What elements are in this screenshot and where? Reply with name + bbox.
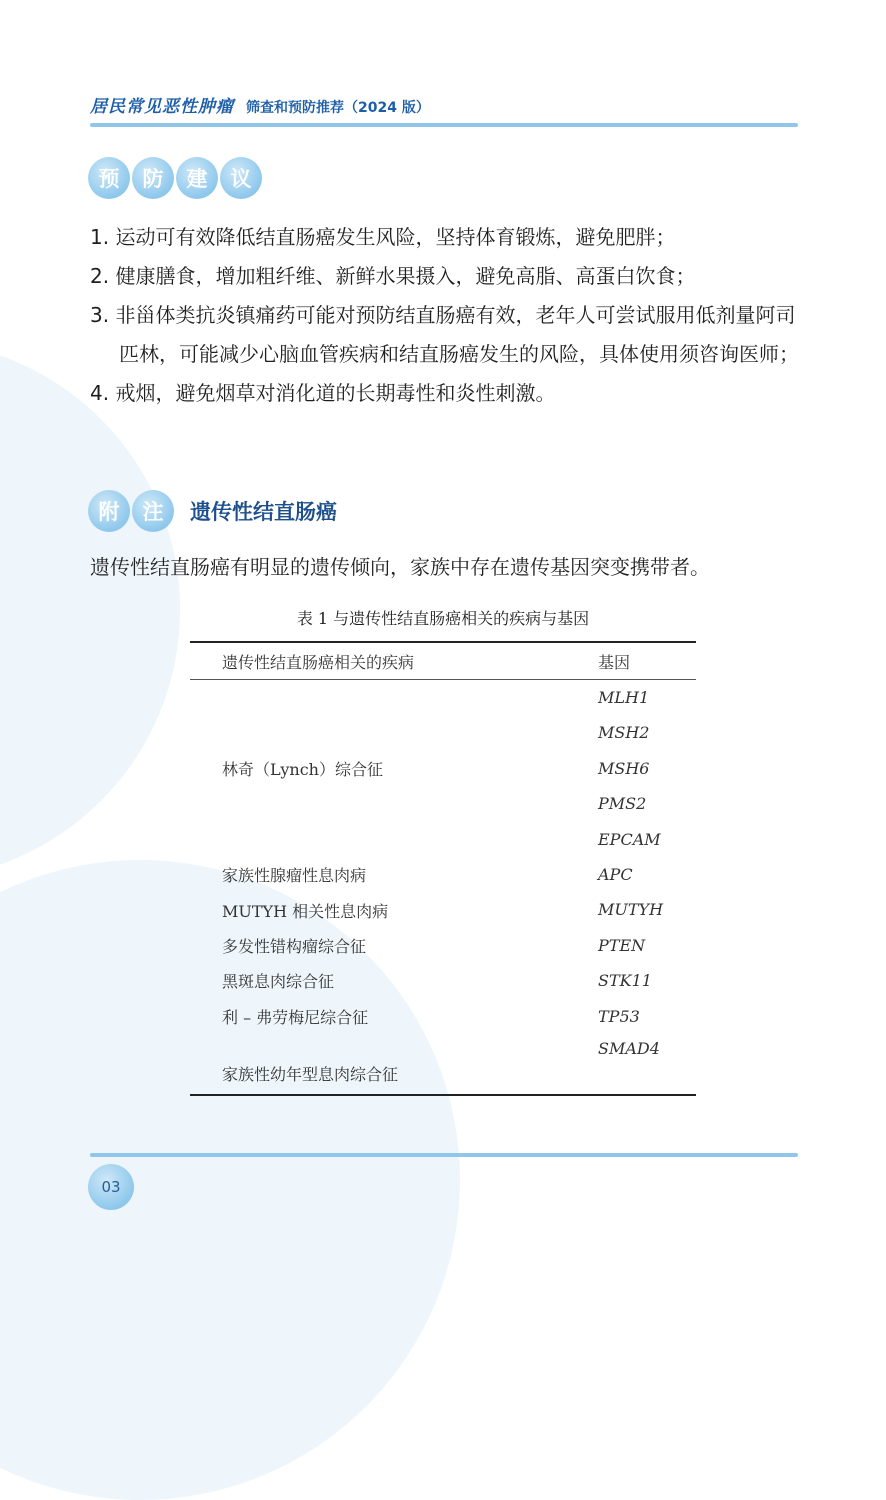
gene-name: STK11: [598, 971, 652, 991]
table-row: [190, 999, 696, 1034]
gene-cell: [568, 963, 652, 998]
gene-name: MSH2: [598, 723, 650, 743]
heading-bubble: 附: [88, 490, 130, 532]
page-header: [90, 92, 798, 127]
prevention-heading: [88, 157, 264, 199]
gene-name: EPCAM: [598, 829, 661, 849]
table-header-row: [190, 643, 696, 680]
disease-cell: MUTYH 相关性息肉病: [222, 901, 389, 921]
gene-cell: [568, 857, 633, 892]
disease-cell: 家族性幼年型息肉综合征: [222, 1064, 399, 1084]
gene-cell: [568, 999, 640, 1034]
disease-cell: 家族性腺瘤性息肉病: [222, 866, 367, 886]
header-subtitle: 筛查和预防推荐（2024 版）: [246, 100, 430, 116]
appendix-title: 遗传性结直肠癌: [190, 500, 337, 524]
table-row: [190, 963, 696, 998]
gene-name: MSH6: [598, 758, 650, 778]
prevention-item: 1. 运动可有效降低结直肠癌发生风险，坚持体育锻炼，避免肥胖；: [90, 225, 676, 249]
disease-cell: 林奇（Lynch）综合征: [222, 759, 383, 779]
table-header-gene: 基因: [598, 652, 631, 672]
table-row: [190, 857, 696, 892]
gene-name: APC: [598, 864, 633, 884]
gene-name: PMS2: [598, 794, 647, 814]
gene-cell: [568, 680, 661, 857]
disease-cell: 利 – 弗劳梅尼综合征: [222, 1007, 369, 1027]
gene-cell: [568, 928, 645, 963]
table-row: [190, 1034, 696, 1094]
gene-table: [190, 641, 696, 1096]
disease-cell: 黑斑息肉综合征: [222, 972, 335, 992]
prevention-item: 4. 戒烟，避免烟草对消化道的长期毒性和炎性刺激。: [90, 381, 556, 405]
background-circle-top: [0, 340, 180, 880]
prevention-item: 3. 非甾体类抗炎镇痛药可能对预防结直肠癌有效，老年人可尝试服用低剂量阿司匹林，可能减少心脑血管疾病和结直肠癌发生的风险，具体使用须咨询医师；: [90, 303, 799, 366]
table-row: [190, 892, 696, 927]
header-title: 居民常见恶性肿瘤: [90, 97, 234, 117]
heading-bubble: 建: [176, 157, 218, 199]
table-row: [190, 680, 696, 857]
disease-cell: 多发性错构瘤综合征: [222, 936, 367, 956]
table-row: [190, 928, 696, 963]
page-number: 03: [88, 1164, 134, 1210]
gene-cell: [568, 1034, 660, 1069]
appendix-intro: 遗传性结直肠癌有明显的遗传倾向，家族中存在遗传基因突变携带者。: [90, 555, 710, 579]
header-divider: [90, 123, 798, 127]
gene-name: PTEN: [598, 935, 646, 955]
prevention-list: [90, 218, 805, 413]
gene-name: SMAD4: [598, 1038, 660, 1058]
heading-bubble: 防: [132, 157, 174, 199]
heading-bubble: 注: [132, 490, 174, 532]
gene-name: TP53: [598, 1006, 640, 1026]
footer-divider: [90, 1153, 798, 1157]
table-header-disease: 遗传性结直肠癌相关的疾病: [222, 652, 415, 672]
table-caption: 表 1 与遗传性结直肠癌相关的疾病与基因: [296, 609, 590, 628]
heading-bubble: 议: [220, 157, 262, 199]
gene-cell: [568, 892, 663, 927]
gene-name: MUTYH: [598, 900, 664, 920]
gene-name: MLH1: [598, 688, 650, 707]
prevention-item: 2. 健康膳食，增加粗纤维、新鲜水果摄入，避免高脂、高蛋白饮食；: [90, 264, 696, 288]
appendix-heading: [88, 490, 337, 532]
heading-bubble: 预: [88, 157, 130, 199]
